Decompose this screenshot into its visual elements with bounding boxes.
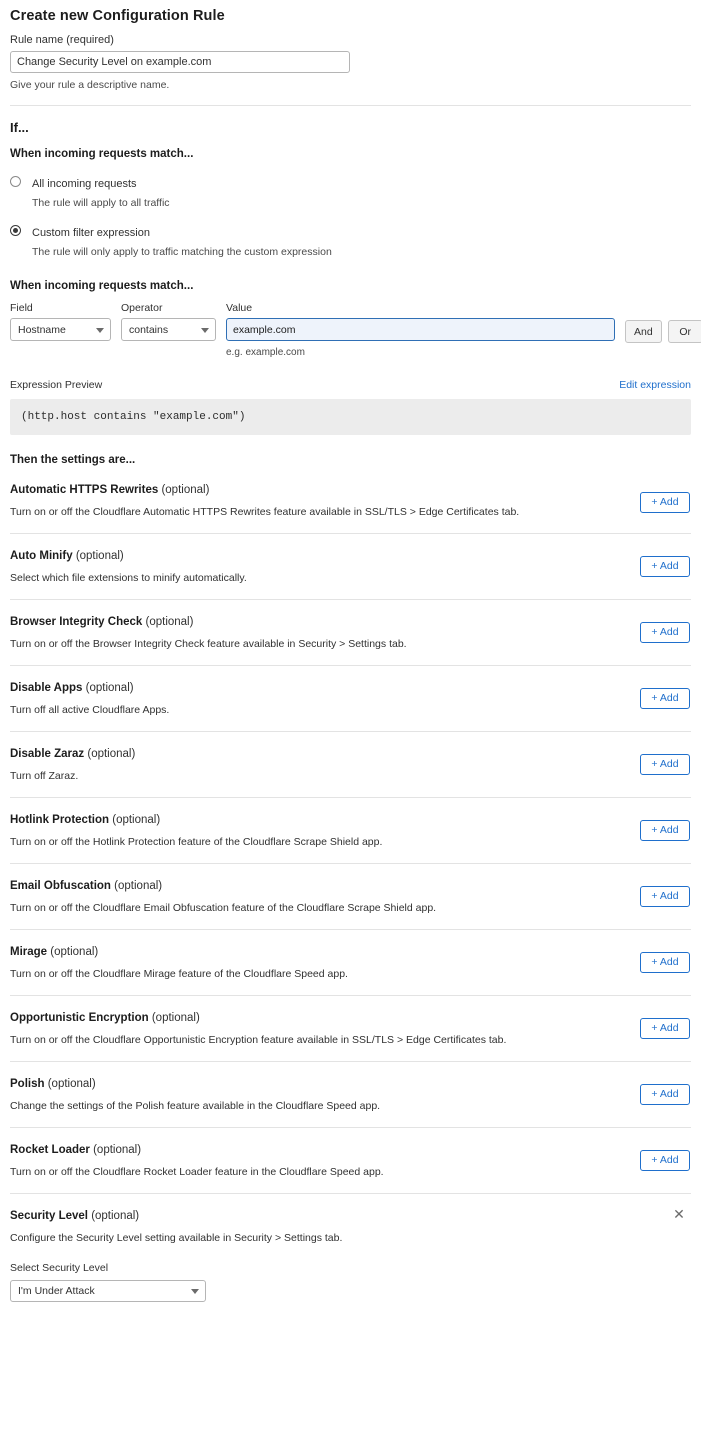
divider	[10, 105, 691, 106]
setting-optional: (optional)	[114, 880, 163, 892]
setting-title	[10, 880, 691, 892]
logic-button-group	[625, 320, 701, 343]
edit-expression-link[interactable]: Edit expression	[619, 379, 691, 391]
setting-title	[10, 946, 691, 958]
setting-title	[10, 748, 691, 760]
setting-browser-integrity-check	[10, 599, 691, 665]
or-button[interactable]: Or	[668, 320, 701, 343]
setting-description: Turn off Zaraz.	[10, 770, 79, 782]
setting-title	[10, 1144, 691, 1156]
value-hint: e.g. example.com	[226, 347, 305, 358]
rule-name-label: Rule name (required)	[10, 34, 114, 46]
setting-disable-zaraz	[10, 731, 691, 797]
setting-title	[10, 616, 691, 628]
setting-description: Change the settings of the Polish feature available in the Cloudflare Speed app.	[10, 1100, 381, 1112]
add-button[interactable]: + Add	[640, 754, 690, 775]
setting-security-level	[10, 1193, 691, 1317]
value-column	[226, 302, 615, 358]
security-level-select[interactable]	[10, 1280, 206, 1302]
add-button[interactable]: + Add	[640, 688, 690, 709]
setting-name: Automatic HTTPS Rewrites	[10, 484, 159, 496]
setting-title	[10, 682, 691, 694]
setting-optional: (optional)	[161, 484, 210, 496]
chevron-down-icon	[201, 328, 209, 333]
expression-preview-label: Expression Preview	[10, 379, 103, 391]
operator-select[interactable]	[121, 318, 216, 341]
setting-optional: (optional)	[50, 946, 99, 958]
operator-label: Operator	[121, 302, 163, 314]
setting-name: Disable Zaraz	[10, 748, 85, 760]
setting-description: Turn on or off the Hotlink Protection feature of the Cloudflare Scrape Shield app.	[10, 836, 383, 848]
setting-opportunistic-encryption	[10, 995, 691, 1061]
setting-title	[10, 550, 691, 562]
setting-name: Mirage	[10, 946, 48, 958]
field-label: Field	[10, 302, 33, 314]
setting-name: Auto Minify	[10, 550, 73, 562]
add-button[interactable]: + Add	[640, 492, 690, 513]
add-button[interactable]: + Add	[640, 1084, 690, 1105]
if-section-subtitle: When incoming requests match...	[10, 148, 194, 160]
setting-optional: (optional)	[145, 616, 194, 628]
radio-label-all-requests: All incoming requests	[32, 178, 137, 190]
setting-automatic-https-rewrites	[10, 472, 691, 533]
setting-auto-minify	[10, 533, 691, 599]
setting-description: Turn on or off the Cloudflare Email Obfuscation feature of the Cloudflare Scrape Shield app.	[10, 902, 437, 914]
setting-name: Browser Integrity Check	[10, 616, 143, 628]
setting-rocket-loader	[10, 1127, 691, 1193]
setting-name: Security Level	[10, 1210, 88, 1222]
setting-optional: (optional)	[47, 1078, 96, 1090]
value-input[interactable]	[226, 318, 615, 341]
add-button[interactable]: + Add	[640, 820, 690, 841]
setting-description: Turn on or off the Cloudflare Mirage feature of the Cloudflare Speed app.	[10, 968, 348, 980]
setting-title	[10, 484, 691, 496]
setting-title	[10, 814, 691, 826]
setting-optional: (optional)	[112, 814, 161, 826]
setting-disable-apps	[10, 665, 691, 731]
setting-name: Opportunistic Encryption	[10, 1012, 149, 1024]
setting-description: Turn on or off the Browser Integrity Check feature available in Security > Settings tab.	[10, 638, 407, 650]
add-button[interactable]: + Add	[640, 1150, 690, 1171]
setting-optional: (optional)	[85, 682, 134, 694]
radio-option-custom-filter[interactable]	[10, 223, 691, 258]
radio-option-all-requests[interactable]	[10, 174, 691, 209]
radio-desc-custom-filter: The rule will only apply to traffic matching the custom expression	[32, 246, 332, 258]
field-select-value: Hostname	[18, 323, 66, 336]
setting-mirage	[10, 929, 691, 995]
setting-description: Turn on or off the Cloudflare Opportunistic Encryption feature available in SSL/TLS > Edge Certificates tab.	[10, 1034, 507, 1046]
setting-description: Turn on or off the Cloudflare Automatic HTTPS Rewrites feature available in SSL/TLS > Edge Certificates tab.	[10, 506, 520, 518]
rule-name-input[interactable]	[10, 51, 350, 73]
setting-name: Rocket Loader	[10, 1144, 90, 1156]
close-icon[interactable]: ✕	[673, 1206, 685, 1222]
if-section-title: If...	[10, 120, 29, 135]
radio-desc-all-requests: The rule will apply to all traffic	[32, 197, 170, 209]
setting-optional: (optional)	[93, 1144, 142, 1156]
rule-name-help: Give your rule a descriptive name.	[10, 79, 170, 91]
setting-optional: (optional)	[87, 748, 136, 760]
field-select[interactable]	[10, 318, 111, 341]
setting-optional: (optional)	[75, 550, 124, 562]
setting-name: Email Obfuscation	[10, 880, 111, 892]
operator-column	[121, 302, 216, 341]
setting-title	[10, 1012, 691, 1024]
add-button[interactable]: + Add	[640, 622, 690, 643]
setting-optional: (optional)	[151, 1012, 200, 1024]
setting-optional: (optional)	[91, 1210, 140, 1222]
expression-preview-box: (http.host contains "example.com")	[10, 399, 691, 435]
expression-preview-header	[10, 379, 691, 391]
setting-hotlink-protection	[10, 797, 691, 863]
setting-description: Select which file extensions to minify automatically.	[10, 572, 247, 584]
add-button[interactable]: + Add	[640, 556, 690, 577]
setting-name: Polish	[10, 1078, 45, 1090]
filter-builder-row	[10, 302, 691, 358]
add-button[interactable]: + Add	[640, 1018, 690, 1039]
radio-icon-all-requests[interactable]	[10, 176, 21, 187]
builder-heading: When incoming requests match...	[10, 280, 194, 292]
security-level-select-label: Select Security Level	[10, 1262, 109, 1274]
setting-name: Hotlink Protection	[10, 814, 110, 826]
and-button[interactable]: And	[625, 320, 662, 343]
setting-email-obfuscation	[10, 863, 691, 929]
operator-select-value: contains	[129, 323, 169, 336]
setting-name: Disable Apps	[10, 682, 83, 694]
add-button[interactable]: + Add	[640, 952, 690, 973]
field-column	[10, 302, 111, 341]
value-label: Value	[226, 302, 253, 314]
setting-title	[10, 1210, 691, 1222]
then-section-title: Then the settings are...	[10, 454, 136, 466]
settings-list	[10, 472, 691, 1317]
page-title: Create new Configuration Rule	[10, 8, 225, 24]
setting-title	[10, 1078, 691, 1090]
chevron-down-icon	[96, 328, 104, 333]
chevron-down-icon	[191, 1289, 199, 1294]
security-level-select-value: I'm Under Attack	[18, 1285, 95, 1297]
add-button[interactable]: + Add	[640, 886, 690, 907]
setting-description: Turn off all active Cloudflare Apps.	[10, 704, 170, 716]
setting-polish	[10, 1061, 691, 1127]
radio-icon-custom-filter[interactable]	[10, 225, 21, 236]
setting-description: Turn on or off the Cloudflare Rocket Loader feature in the Cloudflare Speed app.	[10, 1166, 384, 1178]
radio-label-custom-filter: Custom filter expression	[32, 227, 150, 239]
setting-description: Configure the Security Level setting available in Security > Settings tab.	[10, 1232, 343, 1244]
